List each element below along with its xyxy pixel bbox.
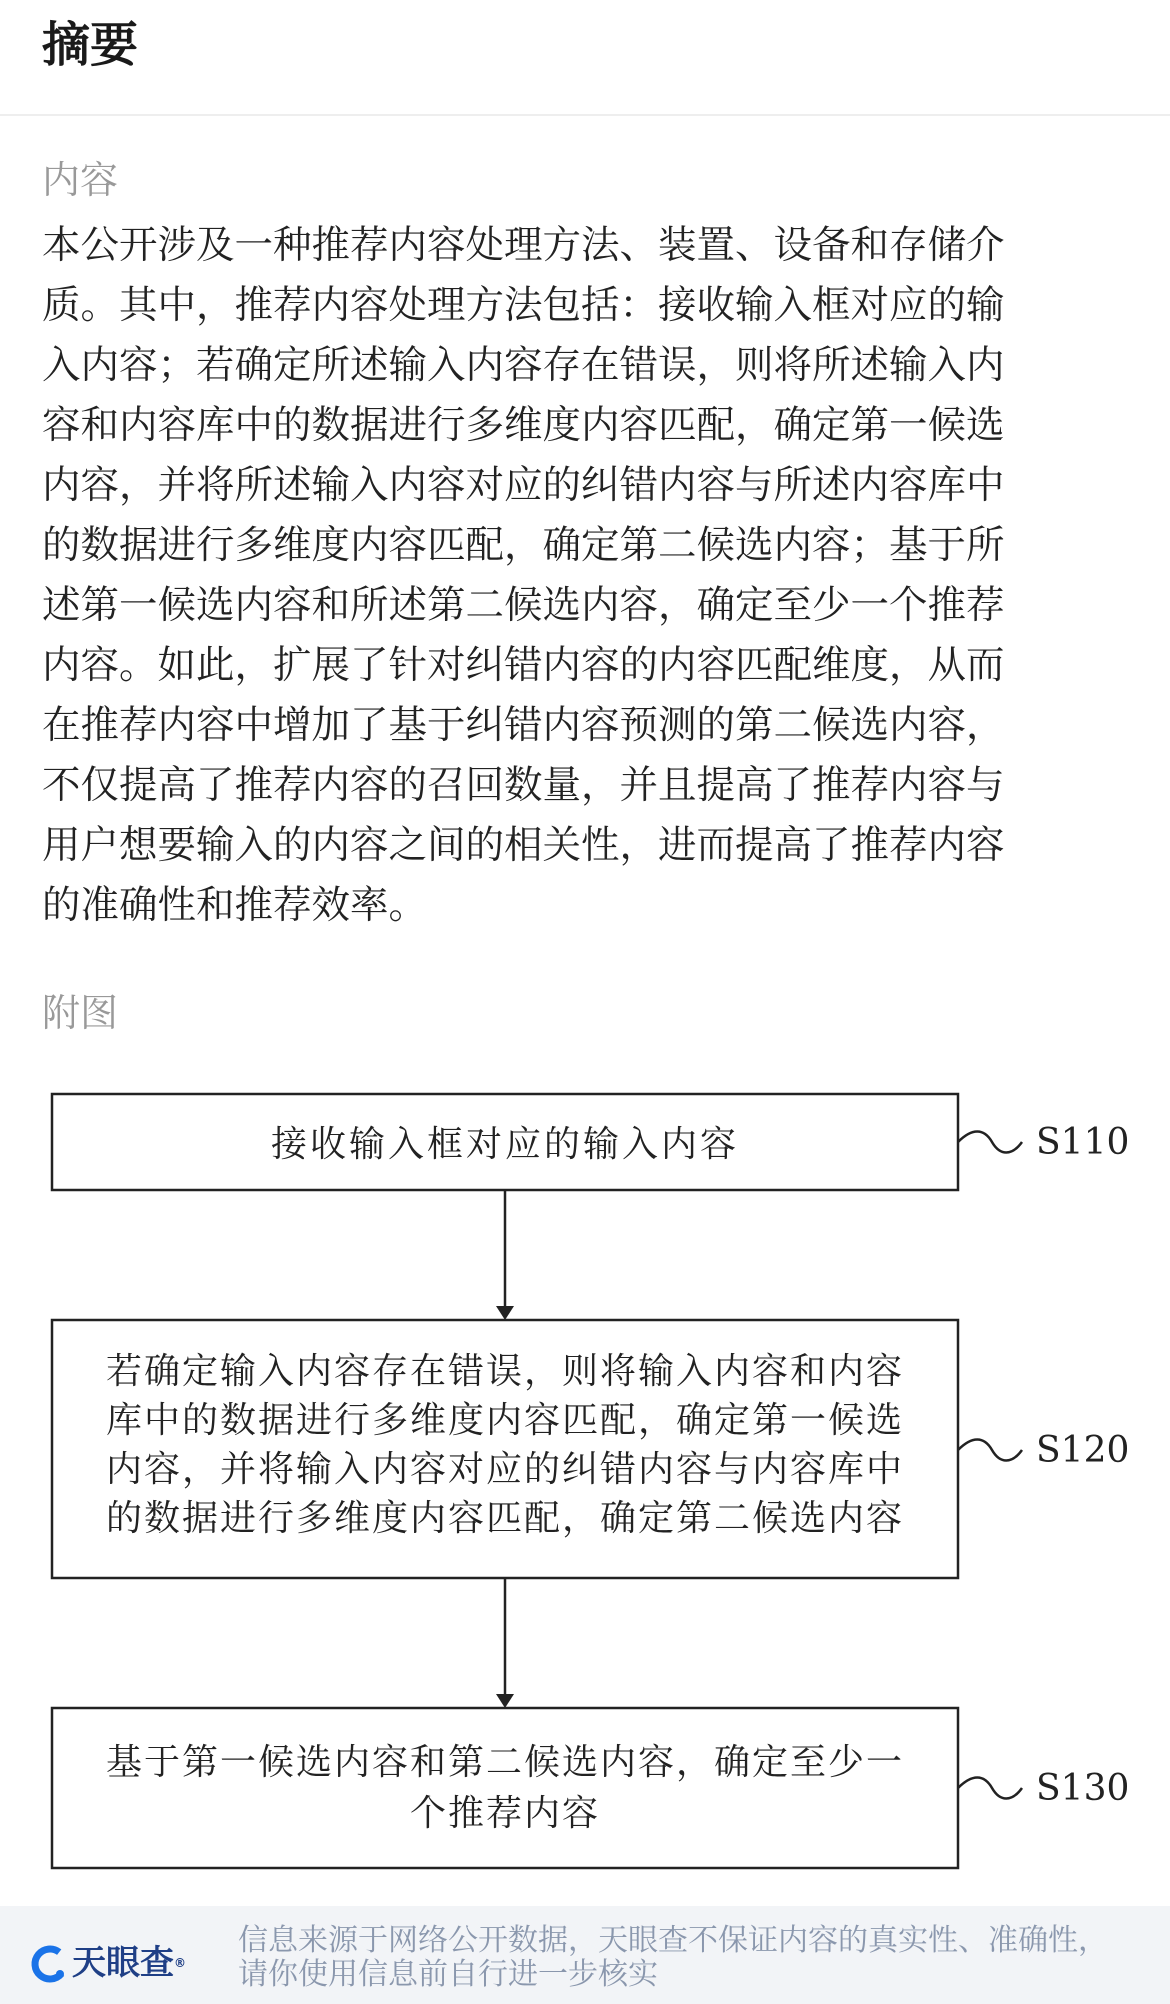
registered-mark: ® — [174, 1956, 186, 1970]
abstract-line: 内容，并将所述输入内容对应的纠错内容与所述内容库中 — [42, 463, 1005, 508]
abstract-line: 不仅提高了推荐内容的召回数量，并且提高了推荐内容与 — [42, 763, 1005, 808]
abstract-text — [42, 216, 1132, 936]
abstract-line: 用户想要输入的内容之间的相关性，进而提高了推荐内容 — [42, 823, 1005, 868]
disclaimer-line: 请你使用信息前自行进一步核实 — [238, 1957, 658, 1992]
arrow-head — [496, 1306, 514, 1320]
leader-line — [958, 1778, 1022, 1799]
abstract-line: 质。其中，推荐内容处理方法包括：接收输入框对应的输 — [42, 283, 1005, 328]
disclaimer-line: 信息来源于网络公开数据，天眼查不保证内容的真实性、准确性， — [238, 1923, 1108, 1958]
abstract-line: 本公开涉及一种推荐内容处理方法、装置、设备和存储介 — [42, 223, 1005, 268]
abstract-line: 的数据进行多维度内容匹配，确定第二候选内容；基于所 — [42, 523, 1005, 568]
logo-text — [72, 1940, 186, 1986]
flow-step-id: S120 — [1036, 1430, 1130, 1471]
leader-line — [958, 1132, 1022, 1153]
abstract-line: 内容。如此，扩展了针对纠错内容的内容匹配维度，从而 — [42, 643, 1005, 688]
abstract-line: 容和内容库中的数据进行多维度内容匹配，确定第一候选 — [42, 403, 1005, 448]
logo-wordmark: 天眼查 — [72, 1943, 174, 1983]
footer-bar — [0, 1906, 1170, 2004]
abstract-line: 在推荐内容中增加了基于纠错内容预测的第二候选内容， — [42, 703, 1005, 748]
tianyancha-logo[interactable] — [30, 1940, 220, 1986]
leader-line — [958, 1440, 1022, 1461]
page-title: 摘要 — [42, 17, 139, 73]
arrow-head — [496, 1694, 514, 1708]
disclaimer-text — [238, 1924, 1168, 1992]
abstract-line: 的准确性和推荐效率。 — [42, 883, 428, 928]
flow-step-id: S130 — [1036, 1768, 1130, 1809]
flow-step-text: 接收输入框对应的输入内容 — [270, 1124, 740, 1165]
flowchart-figure — [0, 1070, 1170, 1890]
flow-step-text: 若确定输入内容存在错误，则将输入内容和内容 — [105, 1351, 905, 1392]
brand-mark-icon — [30, 1944, 70, 1984]
content-section-label: 内容 — [42, 158, 119, 202]
abstract-line: 入内容；若确定所述输入内容存在错误，则将所述输入内 — [42, 343, 1005, 388]
figure-section-label: 附图 — [42, 991, 119, 1035]
flow-step-text: 个推荐内容 — [409, 1793, 601, 1834]
flow-step-box-s130 — [52, 1708, 958, 1868]
flow-step-text: 基于第一候选内容和第二候选内容，确定至少一 — [105, 1742, 905, 1783]
header-bar — [0, 0, 1170, 116]
flow-step-id: S110 — [1036, 1122, 1130, 1163]
flow-step-text: 的数据进行多维度内容匹配，确定第二候选内容 — [105, 1498, 905, 1539]
flow-step-text: 库中的数据进行多维度内容匹配，确定第一候选 — [105, 1400, 905, 1441]
abstract-line: 述第一候选内容和所述第二候选内容，确定至少一个推荐 — [42, 583, 1005, 628]
flow-step-text: 内容，并将输入内容对应的纠错内容与内容库中 — [105, 1449, 905, 1490]
